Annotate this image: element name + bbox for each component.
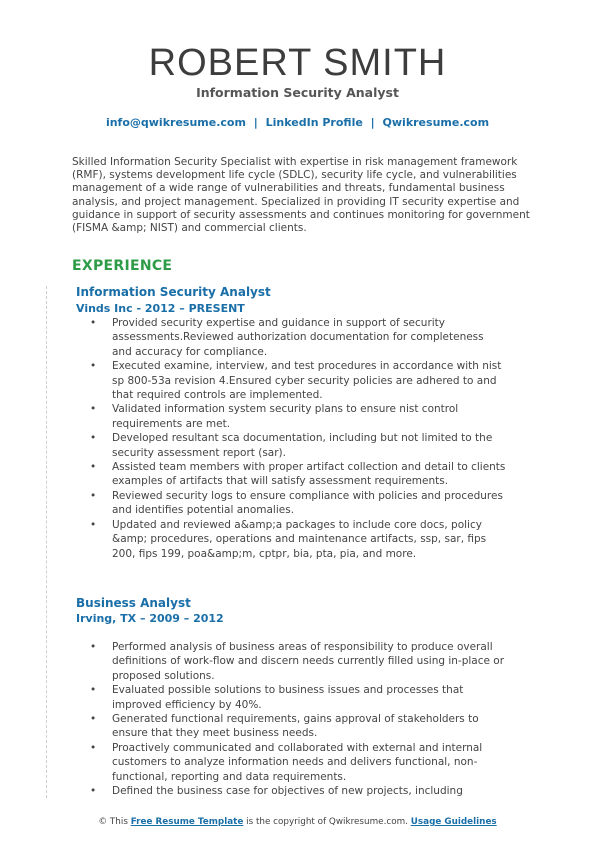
website-link[interactable]: Qwikresume.com (382, 116, 490, 129)
list-item: • Assisted team members with proper artifact collection and detail to clients examples of artifacts that will satisfy assessment requirements. (76, 460, 506, 489)
list-item: • Performed analysis of business areas of responsibility to produce overall definitions of work-flow and discern needs currently filled using in-place or proposed solutions. (76, 640, 506, 683)
list-item: • Evaluated possible solutions to business issues and processes that improved efficiency by 40%. (76, 683, 506, 712)
timeline-divider (46, 286, 47, 798)
job-company-dates: Vinds Inc - 2012 – PRESENT (76, 302, 245, 315)
list-item: • Defined the business case for objectives of new projects, including (76, 784, 506, 798)
contact-separator: | (370, 116, 375, 129)
list-item: • Updated and reviewed a&amp;a packages to include core docs, policy &amp; procedures, operations and maintenance artifacts, ssp, sar, fips 200, fips 199, poa&amp;m, cptpr, bia, pta, pia, and more. (76, 518, 506, 561)
list-item: • Generated functional requirements, gains approval of stakeholders to ensure that they meet business needs. (76, 712, 506, 741)
linkedin-link[interactable]: LinkedIn Profile (265, 116, 363, 129)
profile-summary: Skilled Information Security Specialist with expertise in risk management framework (RMF), systems development life cycle (SDLC), security life cycle, and vulnerabilities management of a wide range of vulnerabilities and threats, fundamental business analysis, and project management. Specialized in providing IT security expertise and guidance in support of security assessments and continues monitoring for government (FISMA &amp; NIST) and commercial clients. (72, 156, 530, 235)
list-item: • Provided security expertise and guidance in support of security assessments.Reviewed authorization documentation for completeness and accuracy for compliance. (76, 316, 506, 359)
list-item: • Reviewed security logs to ensure compliance with policies and procedures and identifies potential anomalies. (76, 489, 506, 518)
contact-line (0, 116, 595, 129)
contact-separator: | (253, 116, 258, 129)
job-company-dates: Irving, TX – 2009 – 2012 (76, 612, 224, 625)
job-title: Business Analyst (76, 596, 191, 610)
list-item: • Validated information system security plans to ensure nist control requirements are met. (76, 402, 506, 431)
candidate-name: ROBERT SMITH (148, 42, 447, 84)
list-item: • Proactively communicated and collaborated with external and internal customers to analyze information needs and delivers functional, non-functional, reporting and data requirements. (76, 741, 506, 784)
job-headline: Information Security Analyst (196, 85, 399, 100)
job-title: Information Security Analyst (76, 285, 271, 299)
footer-copyright (0, 817, 595, 827)
email-link[interactable]: info@qwikresume.com (105, 116, 246, 129)
footer-prefix: © This (98, 817, 128, 827)
list-item: • Developed resultant sca documentation, including but not limited to the security assessment report (sar). (76, 431, 506, 460)
job-duties-list (76, 316, 506, 561)
usage-guidelines-link[interactable]: Usage Guidelines (410, 817, 497, 827)
experience-heading: EXPERIENCE (72, 258, 173, 274)
list-item: • Executed examine, interview, and test procedures in accordance with nist sp 800-53a revision 4.Ensured cyber security policies are adhered to and that required controls are implemented. (76, 359, 506, 402)
free-resume-template-link[interactable]: Free Resume Template (130, 817, 244, 827)
job-duties-list (76, 640, 506, 798)
footer-middle: is the copyright of Qwikresume.com. (246, 817, 408, 827)
